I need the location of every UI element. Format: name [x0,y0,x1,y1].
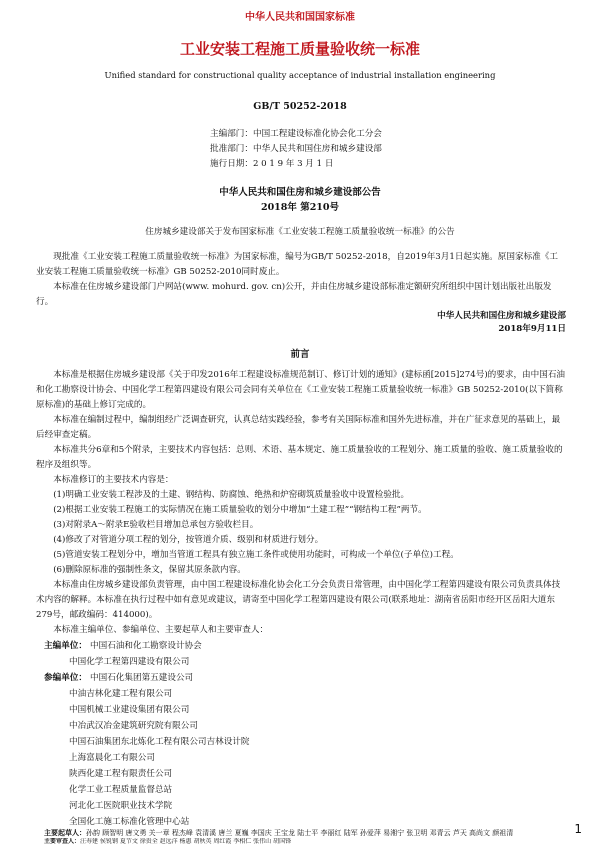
revision-item: (1)明确工业安装工程涉及的土建、钢结构、防腐蚀、绝热和炉窑砌筑质量验收中设置检验批。 [53,490,410,500]
preface-paragraph-1: 本标准是根据住房城乡建设部《关于印发2016年工程建设标准规范制订、修订计划的通知》(建标函[2015]274号)的要求，由中国石油和化工勘察设计协会、中国化学工程第四建设有限公司会同有关单位在《工业安装工程施工质量验收统一标准》GB 50252-2010(以下简称原标准)的基础上修订完成的。 [36,370,566,410]
reviewers-list: 汪寿建 侯锐钢 夏节文 徐贵全 赵远洋 杨惠 胡秋英 周红霞 李相仁 张伟山 胡国锋 [80,838,292,845]
preface-paragraph-2: 本标准在编制过程中，编制组经广泛调查研究，认真总结实践经验，参考有关国际标准和国外先进标准，并在广征求意见的基础上，最后经审查定稿。 [36,415,561,440]
announcement-signature: 中华人民共和国住房和城乡建设部 [437,311,566,321]
preface-paragraph-3: 本标准共分6章和5个附录，主要技术内容包括：总则、术语、基本规定、施工质量验收的工程划分、施工质量的验收、施工质量验收的程序及组织等。 [36,445,563,470]
revision-item: (2)根据工业安装工程施工的实际情况在施工质量验收的划分中增加“土建工程”“钢结构工程”两节。 [53,505,427,515]
effective-date: 施行日期：2 0 1 9 年 3 月 1 日 [210,159,334,169]
approver-dept: 批准部门：中华人民共和国住房和城乡建设部 [210,144,382,154]
preface-paragraph-6: 本标准主编单位、参编单位、主要起草人和主要审查人： [53,625,269,635]
drafters-label: 主要起草人： [44,828,86,837]
chief-unit: 中国化学工程第四建设有限公司 [69,657,190,667]
revision-item: (3)对附录A～附录E验收栏目增加总承包方验收栏目。 [53,520,259,530]
english-title: Unified standard for constructional quality acceptance of industrial installation engineering [104,70,496,80]
reviewers-block [44,838,564,845]
participating-unit: 河北化工医院职业技术学院 [69,801,173,811]
participating-unit: 中国机械工业建设集团有限公司 [69,705,190,715]
participating-unit: 中国石油集团东北炼化工程有限公司吉林设计院 [69,737,250,747]
participating-unit: 化学工业工程质量监督总站 [69,785,173,795]
participating-unit: 全国化工施工标准化管理中心站 [69,817,190,827]
announcement-issuer: 中华人民共和国住房和城乡建设部公告 [219,187,381,198]
chief-unit-label: 主编单位： [44,641,87,651]
participating-unit-label: 参编单位： [44,673,87,683]
announcement-date: 2018年9月11日 [498,324,566,334]
preface-paragraph-5: 本标准由住房城乡建设部负责管理，由中国工程建设标准化协会化工分会负责日常管理，由中国化学工程第四建设有限公司负责具体技术内容的解释。本标准在执行过程中如有意见或建议，请寄至中国化学工程第四建设有限公司(联系地址：湖南省岳阳市经开区岳阳大道东279号，邮政编码：414000)。 [36,580,561,620]
announcement-body-1: 现批准《工业安装工程施工质量验收统一标准》为国家标准，编号为GB/T 50252-2018，自2019年3月1日起实施。原国家标准《工业安装工程施工质量验收统一标准》GB 50252-2010同时废止。 [36,252,558,277]
announcement-subject: 住房城乡建设部关于发布国家标准《工业安装工程施工质量验收统一标准》的公告 [145,227,455,237]
preface-paragraph-4: 本标准修订的主要技术内容是： [53,475,174,485]
revision-item: (6)删除原标准的强制性条文，保留其原条款内容。 [53,565,246,575]
page-number: 1 [574,822,582,836]
reviewers-label: 主要审查人： [44,838,81,845]
participating-unit: 中油吉林化建工程有限公司 [69,689,173,699]
revision-item: (5)管道安装工程划分中，增加当管道工程具有独立施工条件或使用功能时，可构成一个单位(子单位)工程。 [53,550,459,560]
drafters-list: 孙韵 顾智明 唐文勇 关一章 程杰峰 袁清溪 唐兰 夏巍 李国庆 王宝龙 陆士平 李丽红 陆军 孙爱萍 易湘宁 张卫明 邓青云 芦天 高尚文 颜祖清 [86,829,514,837]
standard-code: GB/T 50252-2018 [253,101,347,112]
top-label: 中华人民共和国国家标准 [245,12,355,23]
announcement-number: 2018年 第210号 [260,202,340,213]
participating-unit: 中国石化集团第五建设公司 [90,673,194,683]
document-title: 工业安装工程施工质量验收统一标准 [179,40,420,58]
participating-unit: 陕西化建工程有限责任公司 [69,769,173,779]
preface-heading: 前言 [290,349,310,360]
chief-unit: 中国石油和化工勘察设计协会 [90,641,202,651]
announcement-body-2: 本标准在住房城乡建设部门户网站(www. mohurd. gov. cn)公开，并由住房城乡建设部标准定额研究所组织中国计划出版社出版发行。 [36,282,552,307]
revision-item: (4)修改了对管道分项工程的划分，按管道介质、级别和材质进行划分。 [53,535,324,545]
participating-unit: 上海富晨化工有限公司 [69,753,155,763]
editor-dept: 主编部门：中国工程建设标准化协会化工分会 [210,129,382,139]
drafters-block [44,829,564,837]
participating-unit: 中冶武汉冶金建筑研究院有限公司 [69,721,198,731]
